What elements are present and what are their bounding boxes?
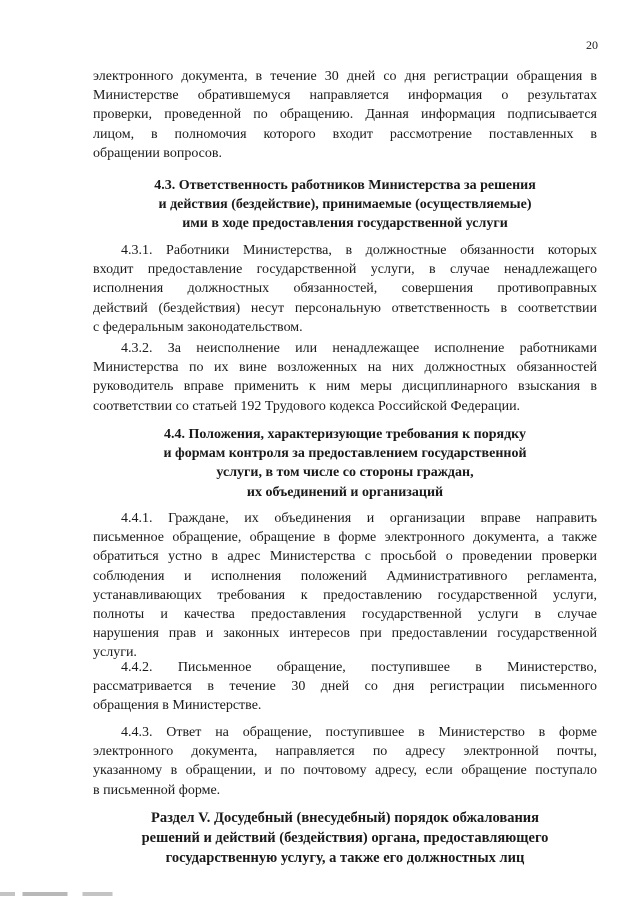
- text-line: 4.4.2. Письменное обращение, поступившее в Министерство,: [121, 660, 597, 675]
- heading-line: 4.4. Положения, характеризующие требования к порядку: [163, 427, 527, 442]
- heading-line: их объединений и организаций: [246, 484, 444, 500]
- heading-line: ими в ходе предоставления государственной услуги: [182, 216, 508, 232]
- text-line: нарушения прав и законных интересов при предоставлении государственной: [93, 626, 597, 642]
- heading-line: 4.3. Ответственность работников Министерства за решения: [154, 178, 536, 193]
- text-line: исполнения должностных обязанностей, совершения противоправных: [93, 281, 597, 297]
- text-line: 4.4.3. Ответ на обращение, поступившее в Министерство в форме: [121, 725, 597, 740]
- text-line: соблюдения и исполнения положений Административного регламента,: [93, 568, 597, 584]
- text-line: руководитель вправе применить к ним меры дисциплинарного взыскания в: [93, 379, 597, 395]
- heading-line: Раздел V. Досудебный (внесудебный) порядок обжалования: [150, 810, 540, 826]
- heading-line: государственную услугу, а также его должностных лиц: [165, 850, 525, 866]
- text-line: электронного документа, направляется по адресу электронной почты,: [93, 744, 597, 760]
- text-line: рассматривается в течение 30 дней со дня регистрации письменного: [93, 679, 597, 695]
- text-line: 4.3.1. Работники Министерства, в должностные обязанности которых: [121, 243, 597, 258]
- paragraph-4-4-3: [93, 723, 597, 800]
- text-line: услуги.: [93, 645, 137, 661]
- section-5-heading: [93, 808, 597, 868]
- heading-line: решений и действий (бездействия) органа, предоставляющего: [141, 830, 549, 846]
- text-line: лицом, в полномочия которого входит рассмотрение поставленных в: [93, 126, 597, 142]
- heading-line: услуги, в том числе со стороны граждан,: [216, 465, 474, 481]
- paragraph-4-4-1: [93, 509, 597, 663]
- text-line: в письменной форме.: [93, 782, 221, 798]
- text-line: 4.3.2. За неисполнение или ненадлежащее исполнение работниками: [121, 341, 597, 356]
- text-line: полноты и качества предоставления государственной услуги в случае: [93, 607, 597, 623]
- intro-paragraph: [93, 67, 597, 163]
- paragraph-4-3-2: [93, 339, 597, 416]
- paragraph-4-4-2: [93, 658, 597, 716]
- text-line: устанавливающих требования к предоставлению государственной услуги,: [93, 587, 597, 603]
- text-line: электронного документа, в течение 30 дней со дня регистрации обращения в: [93, 69, 597, 84]
- section-4-4-heading: [93, 425, 597, 502]
- paragraph-4-3-1: [93, 241, 597, 337]
- text-line: действий (бездействия) несут персональную ответственность в соответствии: [93, 300, 597, 316]
- text-line: 4.4.1. Граждане, их объединения и организации вправе направить: [121, 511, 597, 526]
- text-line: входит предоставление государственной услуги, в случае ненадлежащего: [93, 262, 597, 278]
- section-4-3-heading: [93, 176, 597, 234]
- text-line: указанному в обращении, и по почтовому адресу, если обращение поступало: [93, 763, 597, 779]
- text-line: Министерстве обратившемуся направляется информация о результатах: [93, 88, 597, 104]
- text-line: с федеральным законодательством.: [93, 319, 303, 335]
- text-line: Министерства по их вине возложенных на них должностных обязанностей: [93, 360, 597, 376]
- text-line: обратиться устно в адрес Министерства с просьбой о проведении проверки: [93, 549, 597, 565]
- text-line: проверки, проведенной по обращению. Данная информация подписывается: [93, 107, 597, 123]
- heading-line: и формам контроля за предоставлением государственной: [163, 446, 527, 462]
- scan-edge-artifact: [0, 892, 150, 896]
- text-line: обращении вопросов.: [93, 145, 222, 161]
- page-number: 20: [586, 38, 598, 52]
- text-line: письменное обращение, обращение в форме электронного документа, а также: [93, 530, 597, 546]
- text-line: обращения в Министерстве.: [93, 698, 262, 714]
- heading-line: и действия (бездействие), принимаемые (осуществляемые): [158, 197, 532, 213]
- text-line: соответствии со статьей 192 Трудового кодекса Российской Федерации.: [93, 398, 521, 414]
